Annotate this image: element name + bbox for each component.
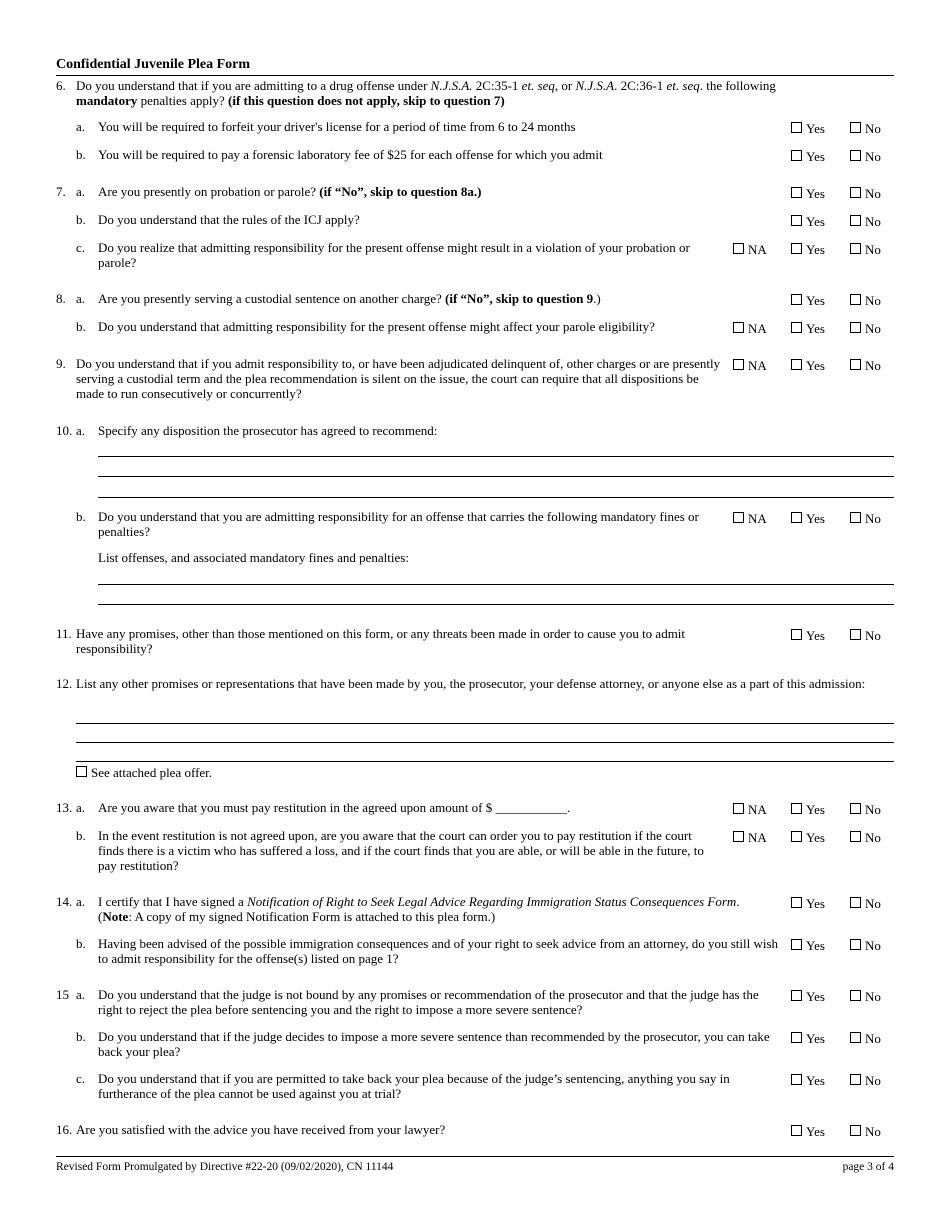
- q15b-yes-checkbox[interactable]: Yes: [791, 1031, 825, 1046]
- q8b-label: b.: [76, 319, 86, 334]
- q16-number: 16.: [56, 1122, 73, 1137]
- q14-number: 14.: [56, 894, 73, 909]
- q6b-text: You will be required to pay a forensic laboratory fee of $25 for each offense for which you admit: [98, 147, 603, 162]
- q12-answer-line-3[interactable]: [76, 761, 894, 762]
- q6b-no-checkbox[interactable]: No: [850, 149, 881, 164]
- q7b-text: Do you understand that the rules of the ICJ apply?: [98, 212, 360, 227]
- checkbox-icon: [733, 831, 744, 842]
- q7c-na-checkbox[interactable]: NA: [733, 242, 767, 257]
- checkbox-icon: [850, 1074, 861, 1085]
- q7a-label: a.: [76, 184, 86, 199]
- q14a-no-checkbox[interactable]: No: [850, 896, 881, 911]
- q15a-text: Do you understand that the judge is not bound by any promises or recommendation of the prosecutor and that the judge has the right to reject the plea before sentencing you and the right to impose a more severe sentence?: [98, 987, 759, 1017]
- restitution-amount-field[interactable]: ___________: [495, 800, 567, 815]
- checkbox-icon: [791, 322, 802, 333]
- checkbox-icon: [791, 512, 802, 523]
- q15c-label: c.: [76, 1071, 86, 1086]
- q10a-answer-line-2[interactable]: [98, 476, 894, 477]
- checkbox-icon: [850, 243, 861, 254]
- q8a-label: a.: [76, 291, 86, 306]
- q8a-no-checkbox[interactable]: No: [850, 293, 881, 308]
- q14a-text: I certify that I have signed a Notification of Right to Seek Legal Advice Regarding Immigration Status Consequences Form. (Note: A copy of my signed Notification Form is attached to this plea form.): [98, 894, 740, 924]
- checkbox-icon: [791, 831, 802, 842]
- checkbox-icon: [791, 150, 802, 161]
- checkbox-icon: [791, 359, 802, 370]
- q11-number: 11.: [56, 626, 72, 641]
- q7b-no-checkbox[interactable]: No: [850, 214, 881, 229]
- checkbox-icon: [791, 939, 802, 950]
- checkbox-icon: [791, 1125, 802, 1136]
- q6b-yes-checkbox[interactable]: Yes: [791, 149, 825, 164]
- checkbox-icon: [791, 243, 802, 254]
- checkbox-icon: [850, 629, 861, 640]
- q14b-yes-checkbox[interactable]: Yes: [791, 938, 825, 953]
- q10b-label: b.: [76, 509, 86, 524]
- q6a-yes-checkbox[interactable]: Yes: [791, 121, 825, 136]
- checkbox-icon: [791, 122, 802, 133]
- checkbox-icon: [850, 939, 861, 950]
- q10b-yes-checkbox[interactable]: Yes: [791, 511, 825, 526]
- q8-number: 8.: [56, 291, 66, 306]
- q6-text: Do you understand that if you are admitting to a drug offense under N.J.S.A. 2C:35-1 et. seq, or N.J.S.A. 2C:36-1 et. seq. the following mandatory penalties apply? (if this question does not apply, skip to question 7): [76, 78, 776, 108]
- q10b-no-checkbox[interactable]: No: [850, 511, 881, 526]
- q7c-yes-checkbox[interactable]: Yes: [791, 242, 825, 257]
- q14a-yes-checkbox[interactable]: Yes: [791, 896, 825, 911]
- q12-answer-line-2[interactable]: [76, 742, 894, 743]
- q8b-text: Do you understand that admitting responsibility for the present offense might affect your parole eligibility?: [98, 319, 655, 334]
- q15c-text: Do you understand that if you are permitted to take back your plea because of the judge’s sentencing, anything you say in furtherance of the plea cannot be used against you at trial?: [98, 1071, 730, 1101]
- q8b-yes-checkbox[interactable]: Yes: [791, 321, 825, 336]
- q11-no-checkbox[interactable]: No: [850, 628, 881, 643]
- q7a-no-checkbox[interactable]: No: [850, 186, 881, 201]
- q13b-label: b.: [76, 828, 86, 843]
- checkbox-icon: [850, 187, 861, 198]
- q11-text: Have any promises, other than those mentioned on this form, or any threats been made in order to cause you to admit responsibility?: [76, 626, 686, 656]
- q7c-label: c.: [76, 240, 86, 255]
- checkbox-icon: [733, 243, 744, 254]
- q15a-label: a.: [76, 987, 86, 1002]
- q9-no-checkbox[interactable]: No: [850, 358, 881, 373]
- q13a-no-checkbox[interactable]: No: [850, 802, 881, 817]
- q15a-yes-checkbox[interactable]: Yes: [791, 989, 825, 1004]
- footer-directive: Revised Form Promulgated by Directive #22-20 (09/02/2020), CN 11144: [56, 1161, 394, 1173]
- q10a-answer-line-3[interactable]: [98, 497, 894, 498]
- q16-text: Are you satisfied with the advice you have received from your lawyer?: [76, 1122, 446, 1137]
- checkbox-icon: [791, 897, 802, 908]
- checkbox-icon: [850, 990, 861, 1001]
- checkbox-icon: [733, 512, 744, 523]
- q13b-na-checkbox[interactable]: NA: [733, 830, 767, 845]
- checkbox-icon: [791, 629, 802, 640]
- q7b-label: b.: [76, 212, 86, 227]
- checkbox-icon: [791, 803, 802, 814]
- checkbox-icon: [850, 1032, 861, 1043]
- q14a-label: a.: [76, 894, 86, 909]
- checkbox-icon: [850, 1125, 861, 1136]
- q13a-na-checkbox[interactable]: NA: [733, 802, 767, 817]
- checkbox-icon: [850, 215, 861, 226]
- checkbox-icon: [791, 990, 802, 1001]
- q13a-yes-checkbox[interactable]: Yes: [791, 802, 825, 817]
- q15c-no-checkbox[interactable]: No: [850, 1073, 881, 1088]
- checkbox-icon: [850, 322, 861, 333]
- q10b-text: Do you understand that you are admitting responsibility for an offense that carries the following mandatory fines or penalties?: [98, 509, 699, 539]
- q10b-answer-line-1[interactable]: [98, 584, 894, 585]
- q6-number: 6.: [56, 78, 66, 93]
- checkbox-icon: [850, 897, 861, 908]
- q13b-text: In the event restitution is not agreed upon, are you aware that the court can order you to pay restitution if the court finds there is a victim who has suffered a loss, and if the court finds that you are able, or will be able in the future, to pay restitution?: [98, 828, 704, 873]
- q14b-text: Having been advised of the possible immigration consequences and of your right to seek advice from an attorney, do you still wish to admit responsibility for the offense(s) listed on page 1?: [98, 936, 779, 966]
- q8a-text: Are you presently serving a custodial sentence on another charge? (if “No”, skip to question 9.): [98, 291, 601, 306]
- checkbox-icon: [733, 322, 744, 333]
- q10-number: 10.: [56, 423, 73, 438]
- q10b-list-label: List offenses, and associated mandatory fines and penalties:: [98, 550, 409, 565]
- q13a-label: a.: [76, 800, 86, 815]
- checkbox-icon: [850, 294, 861, 305]
- q12-number: 12.: [56, 676, 73, 691]
- checkbox-icon: [850, 831, 861, 842]
- checkbox-icon: [733, 803, 744, 814]
- q12-attached-offer-checkbox[interactable]: See attached plea offer.: [76, 765, 212, 780]
- checkbox-icon: [850, 359, 861, 370]
- q11-yes-checkbox[interactable]: Yes: [791, 628, 825, 643]
- q10b-answer-line-2[interactable]: [98, 604, 894, 605]
- q9-number: 9.: [56, 356, 66, 371]
- footer-rule: [56, 1156, 894, 1157]
- checkbox-icon: [850, 122, 861, 133]
- q15-number: 15: [56, 987, 69, 1002]
- q10a-answer-line-1[interactable]: [98, 456, 894, 457]
- checkbox-icon: [791, 187, 802, 198]
- q10a-label: a.: [76, 423, 86, 438]
- q15c-yes-checkbox[interactable]: Yes: [791, 1073, 825, 1088]
- checkbox-icon: [733, 359, 744, 370]
- form-title: Confidential Juvenile Plea Form: [56, 57, 251, 72]
- checkbox-icon: [850, 150, 861, 161]
- q12-text: List any other promises or representations that have been made by you, the prosecutor, your defense attorney, or anyone else as a part of this admission:: [76, 676, 866, 691]
- page-number: page 3 of 4: [842, 1161, 894, 1173]
- checkbox-icon: [791, 1074, 802, 1085]
- q7a-yes-checkbox[interactable]: Yes: [791, 186, 825, 201]
- q8b-no-checkbox[interactable]: No: [850, 321, 881, 336]
- q6b-label: b.: [76, 147, 86, 162]
- q10a-text: Specify any disposition the prosecutor has agreed to recommend:: [98, 423, 438, 438]
- header-rule: [56, 75, 894, 76]
- q13b-yes-checkbox[interactable]: Yes: [791, 830, 825, 845]
- q15a-no-checkbox[interactable]: No: [850, 989, 881, 1004]
- q7c-text: Do you realize that admitting responsibility for the present offense might result in a violation of your probation or parole?: [98, 240, 690, 270]
- q7c-no-checkbox[interactable]: No: [850, 242, 881, 257]
- q9-yes-checkbox[interactable]: Yes: [791, 358, 825, 373]
- q9-na-checkbox[interactable]: NA: [733, 358, 767, 373]
- checkbox-icon: [850, 512, 861, 523]
- q8b-na-checkbox[interactable]: NA: [733, 321, 767, 336]
- q6a-label: a.: [76, 119, 86, 134]
- q15b-no-checkbox[interactable]: No: [850, 1031, 881, 1046]
- q13-number: 13.: [56, 800, 73, 815]
- q14b-no-checkbox[interactable]: No: [850, 938, 881, 953]
- q14b-label: b.: [76, 936, 86, 951]
- q15b-text: Do you understand that if the judge decides to impose a more severe sentence than recommended by the prosecutor, you can take back your plea?: [98, 1029, 770, 1059]
- checkbox-icon: [791, 215, 802, 226]
- q7-number: 7.: [56, 184, 66, 199]
- q16-no-checkbox[interactable]: No: [850, 1124, 881, 1139]
- q7a-text: Are you presently on probation or parole? (if “No”, skip to question 8a.): [98, 184, 482, 199]
- q10b-na-checkbox[interactable]: NA: [733, 511, 767, 526]
- q6a-text: You will be required to forfeit your driver's license for a period of time from 6 to 24 months: [98, 119, 576, 134]
- checkbox-icon: [850, 803, 861, 814]
- q7b-yes-checkbox[interactable]: Yes: [791, 214, 825, 229]
- q12-answer-line-1[interactable]: [76, 723, 894, 724]
- q15b-label: b.: [76, 1029, 86, 1044]
- q13b-no-checkbox[interactable]: No: [850, 830, 881, 845]
- q8a-yes-checkbox[interactable]: Yes: [791, 293, 825, 308]
- checkbox-icon: [76, 766, 87, 777]
- q13a-text: Are you aware that you must pay restitution in the agreed upon amount of $ ___________.: [98, 800, 571, 815]
- checkbox-icon: [791, 1032, 802, 1043]
- q16-yes-checkbox[interactable]: Yes: [791, 1124, 825, 1139]
- checkbox-icon: [791, 294, 802, 305]
- q6a-no-checkbox[interactable]: No: [850, 121, 881, 136]
- q9-text: Do you understand that if you admit responsibility to, or have been adjudicated delinquent of, other charges or are presently serving a custodial term and the plea recommendation is silent on the issue, the court can require that all dispositions be made to run consecutively or concurrently?: [76, 356, 721, 401]
